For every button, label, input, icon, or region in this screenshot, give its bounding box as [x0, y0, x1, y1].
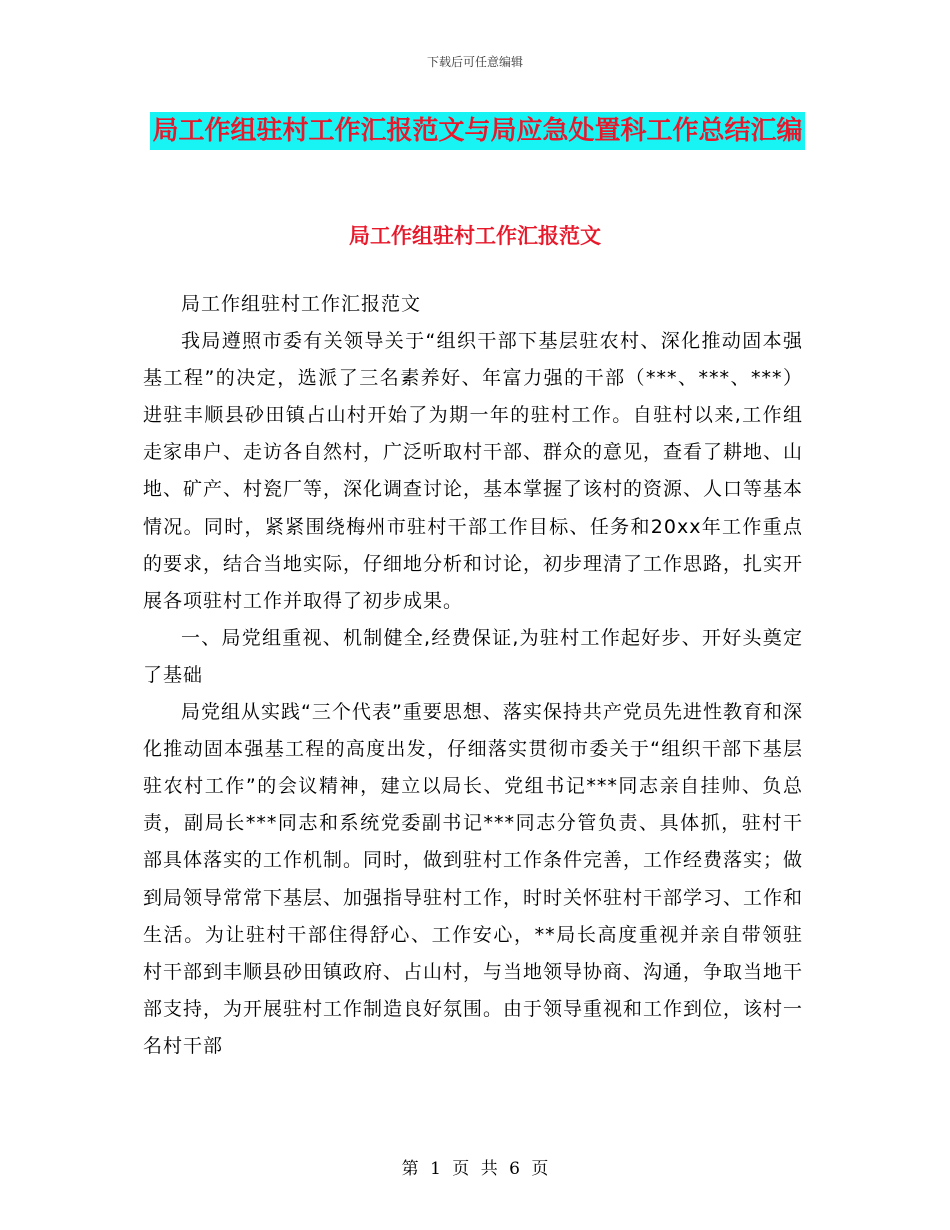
document-body: [143, 286, 803, 1065]
paragraph-body-one: 局党组从实践“三个代表”重要思想、落实保持共产党员先进性教育和深化推动固本强基工程的高度出发，仔细落实贯彻市委关于“组织干部下基层驻农村工作”的会议精神，建立以局长、党组书记***同志亲自挂帅、负总责，副局长***同志和系统党委副书记***同志分管负责、具体抓，驻村干部具体落实的工作机制。同时，做到驻村工作条件完善，工作经费落实；做到局领导常常下基层、加强指导驻村工作，时时关怀驻村干部学习、工作和生活。为让驻村干部住得舒心、工作安心，**局长高度重视并亲自带领驻村干部到丰顺县砂田镇政府、占山村，与当地领导协商、沟通，争取当地干部支持，为开展驻村工作制造良好氛围。由于领导重视和工作到位，该村一名村干部: [143, 701, 804, 1057]
document-title: [150, 106, 805, 156]
paragraph-heading-one: 一、局党组重视、机制健全,经费保证,为驻村工作起好步、开好头奠定了基础: [143, 626, 803, 686]
document-title-text: 局工作组驻村工作汇报范文与局应急处置科工作总结汇编: [150, 112, 804, 150]
section-title: 局工作组驻村工作汇报范文: [349, 224, 601, 248]
page-number: 第 1 页 共 6 页: [401, 1159, 549, 1179]
header-note: 下载后可任意编辑: [426, 55, 523, 69]
paragraph-intro: 我局遵照市委有关领导关于“组织干部下基层驻农村、深化推动固本强基工程”的决定，选派了三名素养好、年富力强的干部（***、***、***）进驻丰顺县砂田镇占山村开始了为期一年的驻村工作。自驻村以来,工作组走家串户、走访各自然村，广泛听取村干部、群众的意见，查看了耕地、山地、矿产、村瓷厂等，深化调查讨论，基本掌握了该村的资源、人口等基本情况。同时，紧紧围绕梅州市驻村干部工作目标、任务和20xx年工作重点的要求，结合当地实际，仔细地分析和讨论，初步理清了工作思路，扎实开展各项驻村工作并取得了初步成果。: [143, 330, 804, 612]
paragraph-subtitle: 局工作组驻村工作汇报范文: [181, 293, 422, 315]
